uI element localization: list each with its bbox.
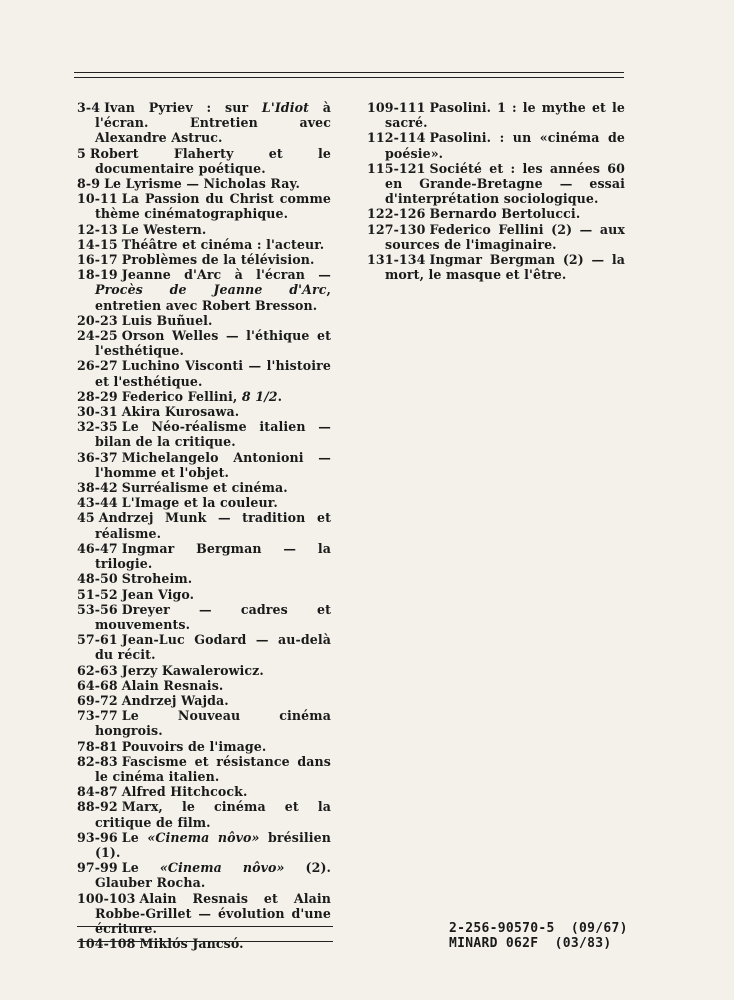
issue-title-text: Jean-Luc Godard — au-delà du récit. — [95, 632, 331, 663]
issue-number: 82-83 — [77, 753, 118, 769]
issue-title-text: Le Western. — [121, 221, 207, 237]
issue-title-text: Bernardo Bertolucci. — [429, 206, 581, 222]
issue-entry — [77, 754, 331, 784]
issue-number: 3-4 — [77, 100, 101, 115]
issue-number: 64-68 — [77, 677, 118, 693]
issue-title-text: . — [277, 388, 283, 404]
issue-title-text: Ivan Pyriev : sur — [104, 100, 262, 115]
issue-number: 93-96 — [77, 829, 118, 845]
issue-number: 18-19 — [77, 267, 118, 283]
issue-number: 38-42 — [77, 480, 118, 496]
issue-entry — [77, 404, 331, 419]
issue-title-text: Ingmar Bergman (2) — la mort, le masque et l'être. — [385, 252, 625, 283]
issue-entry — [77, 419, 331, 449]
issue-list-left-column — [77, 100, 331, 951]
issue-title-text: Le — [121, 860, 160, 876]
issue-title-text: Pasolini. 1 : le mythe et le sacré. — [385, 100, 625, 131]
top-double-rule-lower — [74, 77, 624, 78]
issue-title-text: Orson Welles — l'éthique et l'esthétique. — [95, 328, 331, 359]
issue-entry — [77, 389, 331, 404]
issue-title-text: La Passion du Christ comme thème cinématographique. — [95, 191, 331, 222]
issue-title-text: Stroheim. — [121, 571, 193, 587]
issue-number: 115-121 — [367, 160, 426, 176]
issue-title-text: Le Nouveau cinéma hongrois. — [95, 708, 331, 739]
issue-number: 14-15 — [77, 236, 118, 252]
issue-title-text: Société et : les années 60 en Grande-Bretagne — essai d'interprétation sociologique. — [385, 160, 625, 207]
issue-title-text: Alain Resnais. — [121, 677, 224, 693]
issue-number: 8-9 — [77, 176, 101, 192]
issue-number: 24-25 — [77, 328, 118, 344]
issue-number: 109-111 — [367, 100, 426, 115]
issue-entry — [367, 252, 625, 282]
issue-entry — [77, 146, 331, 176]
issue-entry — [77, 176, 331, 191]
issue-entry — [77, 541, 331, 571]
issue-entry — [367, 161, 625, 207]
issue-number: 78-81 — [77, 738, 118, 754]
issue-number: 20-23 — [77, 312, 118, 328]
issue-number: 46-47 — [77, 540, 118, 556]
issue-title-text: Ingmar Bergman — la trilogie. — [95, 540, 331, 572]
issue-title-text: Robert Flaherty et le documentaire poétique. — [89, 145, 331, 176]
issue-title-text: Le — [121, 829, 148, 845]
issue-entry — [77, 267, 331, 313]
issue-entry — [77, 693, 331, 708]
issue-number: 100-103 — [77, 890, 136, 906]
issue-number: 131-134 — [367, 252, 426, 268]
issue-entry — [77, 632, 331, 662]
issue-title-text: Federico Fellini (2) — aux sources de l'imaginaire. — [385, 221, 625, 252]
issue-title-text: Miklós Jancsó. — [139, 936, 244, 952]
issue-title-text: L'Image et la couleur. — [121, 495, 278, 511]
issue-title-text: Andrzej Munk — tradition et réalisme. — [95, 510, 331, 541]
issue-entry — [77, 602, 331, 632]
isbn-block — [449, 921, 628, 951]
issue-title-text: Jeanne d'Arc à l'écran — — [121, 267, 331, 283]
issue-number: 51-52 — [77, 586, 118, 602]
issue-title-italic: «Cinema nôvo» — [147, 829, 260, 845]
issue-title-text: Luis Buñuel. — [121, 312, 213, 328]
issue-number: 62-63 — [77, 662, 118, 678]
issue-title-text: Pasolini. : un «cinéma de poésie». — [385, 130, 625, 161]
issue-entry — [77, 237, 331, 252]
issue-number: 12-13 — [77, 221, 118, 237]
issue-title-text: Théâtre et cinéma : l'acteur. — [121, 236, 325, 252]
issue-number: 32-35 — [77, 419, 118, 435]
issue-entry — [367, 130, 625, 160]
issue-title-text: Alain Resnais et Alain Robbe-Grillet — évolution d'une écriture. — [95, 890, 331, 936]
issue-entry — [77, 191, 331, 221]
issue-entry — [77, 663, 331, 678]
issue-title-text: Le Lyrisme — Nicholas Ray. — [104, 176, 300, 192]
issue-number: 36-37 — [77, 449, 118, 465]
issue-number: 69-72 — [77, 692, 118, 708]
issue-number: 73-77 — [77, 708, 118, 724]
isbn-line: 2-256-90570-5 (09/67) — [449, 921, 628, 936]
issue-title-text: Alfred Hitchcock. — [121, 784, 248, 800]
issue-entry — [77, 480, 331, 495]
issue-entry — [77, 936, 331, 951]
issue-entry — [77, 830, 331, 860]
issue-entry — [77, 708, 331, 738]
issue-number: 48-50 — [77, 571, 118, 587]
issue-title-text: Akira Kurosawa. — [121, 404, 240, 420]
issue-entry — [77, 328, 331, 358]
bottom-rule-upper — [77, 926, 333, 927]
issue-entry — [77, 571, 331, 586]
issue-entry — [77, 587, 331, 602]
issue-number: 26-27 — [77, 358, 118, 374]
issue-title-italic: Procès de Jeanne d'Arc — [95, 282, 327, 298]
issue-number: 84-87 — [77, 784, 118, 800]
issue-entry — [77, 313, 331, 328]
issue-entry — [77, 450, 331, 480]
issue-entry — [367, 206, 625, 221]
issue-title-text: Michelangelo Antonioni — l'homme et l'objet. — [95, 449, 331, 480]
issue-number: 28-29 — [77, 388, 118, 404]
issue-entry — [77, 358, 331, 388]
publisher-code-line: MINARD 062F (03/83) — [449, 936, 612, 951]
issue-entry — [77, 510, 331, 540]
top-double-rule-upper — [74, 72, 624, 73]
issue-entry — [77, 784, 331, 799]
bottom-rule-lower — [77, 941, 333, 942]
issue-entry — [77, 799, 331, 829]
issue-title-italic: 8 1/2 — [241, 388, 278, 404]
issue-number: 57-61 — [77, 632, 118, 648]
issue-title-text: Fascisme et résistance dans le cinéma italien. — [95, 753, 331, 784]
issue-number: 97-99 — [77, 860, 118, 876]
issue-title-text: Surréalisme et cinéma. — [121, 480, 288, 496]
issue-number: 53-56 — [77, 601, 118, 617]
issue-entry — [367, 222, 625, 252]
issue-entry — [77, 495, 331, 510]
issue-title-text: Luchino Visconti — l'histoire et l'esthétique. — [95, 358, 331, 389]
issue-title-text: Pouvoirs de l'image. — [121, 738, 267, 754]
issue-number: 10-11 — [77, 191, 118, 207]
issue-number: 5 — [77, 145, 86, 161]
issue-title-text: Le Néo-réalisme italien — bilan de la critique. — [95, 419, 331, 450]
issue-number: 45 — [77, 510, 95, 526]
issue-title-text: , entretien avec Robert Bresson. — [95, 282, 331, 313]
issue-entry — [77, 100, 331, 146]
issue-number: 112-114 — [367, 130, 426, 146]
issue-title-text: (2). Glauber Rocha. — [95, 860, 331, 891]
issue-entry — [77, 222, 331, 237]
issue-entry — [77, 252, 331, 267]
issue-number: 104-108 — [77, 936, 136, 952]
issue-entry — [77, 678, 331, 693]
issue-number: 30-31 — [77, 404, 118, 420]
issue-title-text: brésilien (1). — [95, 829, 331, 860]
issue-entry — [77, 891, 331, 937]
issue-entry — [77, 860, 331, 890]
issue-title-text: à l'écran. Entretien avec Alexandre Astruc. — [95, 100, 331, 146]
issue-title-italic: L'Idiot — [261, 100, 310, 115]
issue-title-text: Jerzy Kawalerowicz. — [121, 662, 264, 678]
issue-number: 122-126 — [367, 206, 426, 222]
issue-title-text: Andrzej Wajda. — [121, 692, 229, 708]
issue-title-text: Jean Vigo. — [121, 586, 195, 602]
issue-number: 16-17 — [77, 252, 118, 268]
issue-number: 127-130 — [367, 221, 426, 237]
issue-title-text: Federico Fellini, — [121, 388, 242, 404]
issue-entry — [77, 739, 331, 754]
issue-title-text: Marx, le cinéma et la critique de film. — [95, 799, 331, 830]
issue-title-italic: «Cinema nôvo» — [159, 860, 285, 876]
issue-title-text: Problèmes de la télévision. — [121, 252, 315, 268]
issue-list-right-column — [367, 100, 625, 282]
issue-number: 88-92 — [77, 799, 118, 815]
issue-entry — [367, 100, 625, 130]
issue-number: 43-44 — [77, 495, 118, 511]
issue-title-text: Dreyer — cadres et mouvements. — [95, 601, 331, 632]
